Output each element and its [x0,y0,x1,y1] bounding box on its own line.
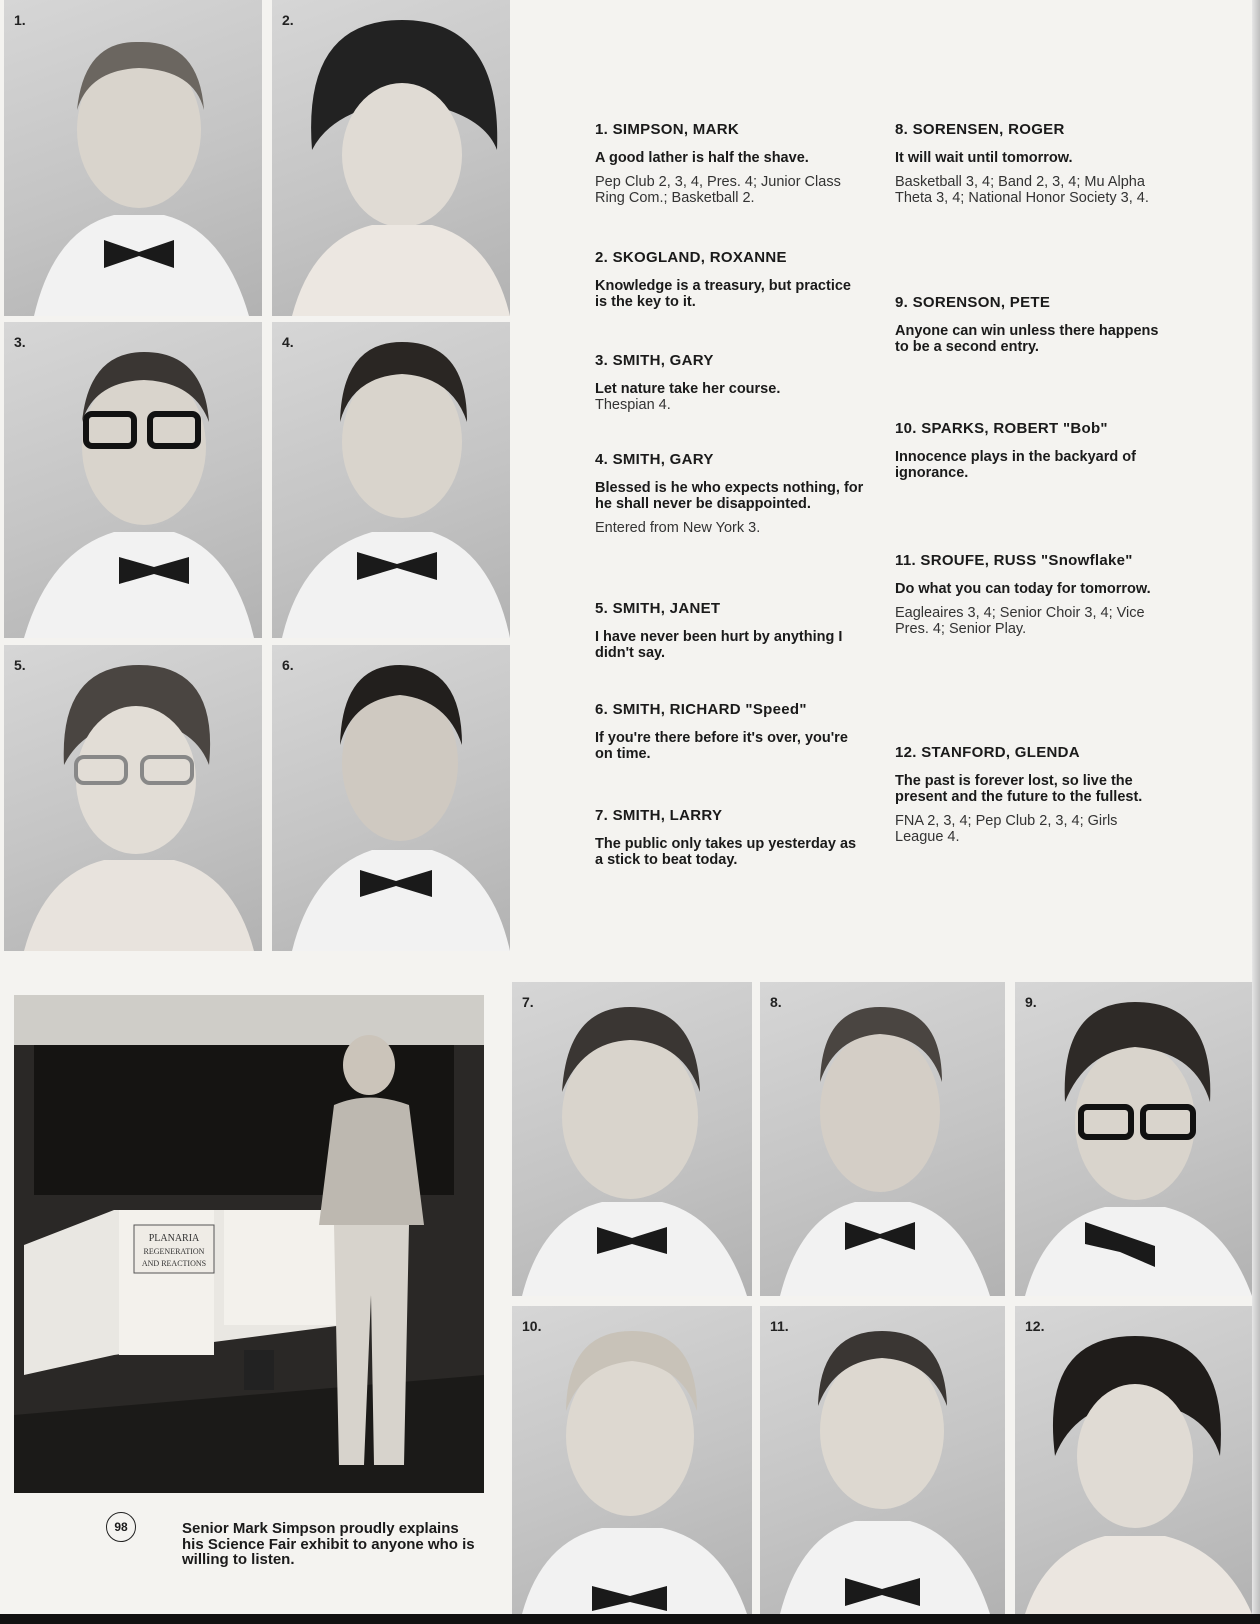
portrait-figure [4,322,262,638]
entry-name: 6. SMITH, RICHARD "Speed" [595,701,807,718]
portrait-figure [4,645,262,951]
portrait-7 [512,982,752,1296]
portrait-10 [512,1306,752,1614]
entry-activities: Pep Club 2, 3, 4, Pres. 4; Junior Class Ring Com.; Basketball 2. [595,174,841,206]
portrait-11 [760,1306,1005,1614]
senior-entry-9 [895,295,1165,363]
page-edge [1252,0,1260,1614]
entry-quote: The past is forever lost, so live the present and the future to the fullest. [895,773,1143,805]
senior-entry-2 [595,250,865,318]
senior-entry-1 [595,122,865,206]
entry-activities: Entered from New York 3. [595,520,761,536]
portrait-number: 10. [522,1318,542,1334]
portrait-number: 8. [770,994,782,1010]
entry-activities: FNA 2, 3, 4; Pep Club 2, 3, 4; Girls League 4. [895,813,1118,845]
portrait-9 [1015,982,1252,1296]
portrait-number: 5. [14,657,26,673]
portrait-figure [272,322,510,638]
portrait-number: 11. [770,1318,789,1334]
entry-quote: Knowledge is a treasury, but practice is the key to it. [595,278,851,310]
portrait-figure [512,982,752,1296]
entry-activities: Basketball 3, 4; Band 2, 3, 4; Mu Alpha Theta 3, 4; National Honor Society 3, 4. [895,174,1149,206]
portrait-figure [760,982,1005,1296]
photo-caption: Senior Mark Simpson proudly explains his Science Fair exhibit to anyone who is willing to listen. [182,1520,475,1568]
portrait-figure [1015,982,1252,1296]
portrait-figure [272,0,510,316]
portrait-12 [1015,1306,1252,1614]
portrait-number: 6. [282,657,294,673]
entry-quote: I have never been hurt by anything I didn't say. [595,629,843,661]
entry-name: 8. SORENSEN, ROGER [895,121,1065,138]
entry-name: 7. SMITH, LARRY [595,807,723,824]
entry-name: 3. SMITH, GARY [595,352,714,369]
portrait-figure [4,0,262,316]
science-fair-photo [14,995,484,1493]
senior-entry-6 [595,702,865,770]
svg-text:REGENERATION: REGENERATION [143,1247,205,1256]
senior-entry-12 [895,745,1165,845]
portrait-2 [272,0,510,316]
portrait-number: 4. [282,334,294,350]
portrait-8 [760,982,1005,1296]
entry-name: 1. SIMPSON, MARK [595,121,739,138]
portrait-5 [4,645,262,951]
senior-entry-11 [895,553,1165,637]
portrait-figure [1015,1306,1252,1614]
senior-entry-8 [895,122,1165,206]
senior-entry-4 [595,452,865,536]
entry-quote: It will wait until tomorrow. [895,150,1073,166]
entry-name: 5. SMITH, JANET [595,600,721,617]
portrait-number: 12. [1025,1318,1045,1334]
portrait-number: 2. [282,12,294,28]
portrait-1 [4,0,262,316]
senior-entry-10 [895,421,1165,489]
entry-quote: Let nature take her course. [595,381,781,397]
senior-entry-5 [595,601,865,669]
senior-entry-7 [595,808,865,876]
portrait-3 [4,322,262,638]
entry-name: 4. SMITH, GARY [595,451,714,468]
portrait-4 [272,322,510,638]
page-number: 98 [106,1512,136,1542]
portrait-figure [760,1306,1005,1614]
svg-text:AND REACTIONS: AND REACTIONS [141,1259,207,1268]
entry-quote: Do what you can today for tomorrow. [895,581,1151,597]
portrait-figure [272,645,510,951]
entry-activities: Eagleaires 3, 4; Senior Choir 3, 4; Vice Pres. 4; Senior Play. [895,605,1145,637]
entry-quote: If you're there before it's over, you're on time. [595,730,848,762]
page-bottom-border [0,1614,1260,1624]
portrait-number: 9. [1025,994,1037,1010]
portrait-number: 1. [14,12,26,28]
board-title-text: PLANARIA [148,1233,200,1244]
senior-entry-3 [595,353,865,413]
entry-name: 12. STANFORD, GLENDA [895,744,1080,761]
portrait-6 [272,645,510,951]
entry-quote: Innocence plays in the backyard of ignorance. [895,449,1136,481]
science-fair-scene [14,995,484,1493]
portrait-number: 7. [522,994,534,1010]
entry-quote: A good lather is half the shave. [595,150,809,166]
portrait-figure [512,1306,752,1614]
entry-quote: Anyone can win unless there happens to be a second entry. [895,323,1159,355]
entry-name: 2. SKOGLAND, ROXANNE [595,249,787,266]
entry-quote: Blessed is he who expects nothing, for he shall never be disappointed. [595,480,864,512]
entry-quote: The public only takes up yesterday as a stick to beat today. [595,836,857,868]
entry-name: 11. SROUFE, RUSS "Snowflake" [895,552,1133,569]
entry-activities: Thespian 4. [595,397,671,413]
portrait-number: 3. [14,334,26,350]
entry-name: 9. SORENSON, PETE [895,294,1051,311]
entry-name: 10. SPARKS, ROBERT "Bob" [895,420,1108,437]
